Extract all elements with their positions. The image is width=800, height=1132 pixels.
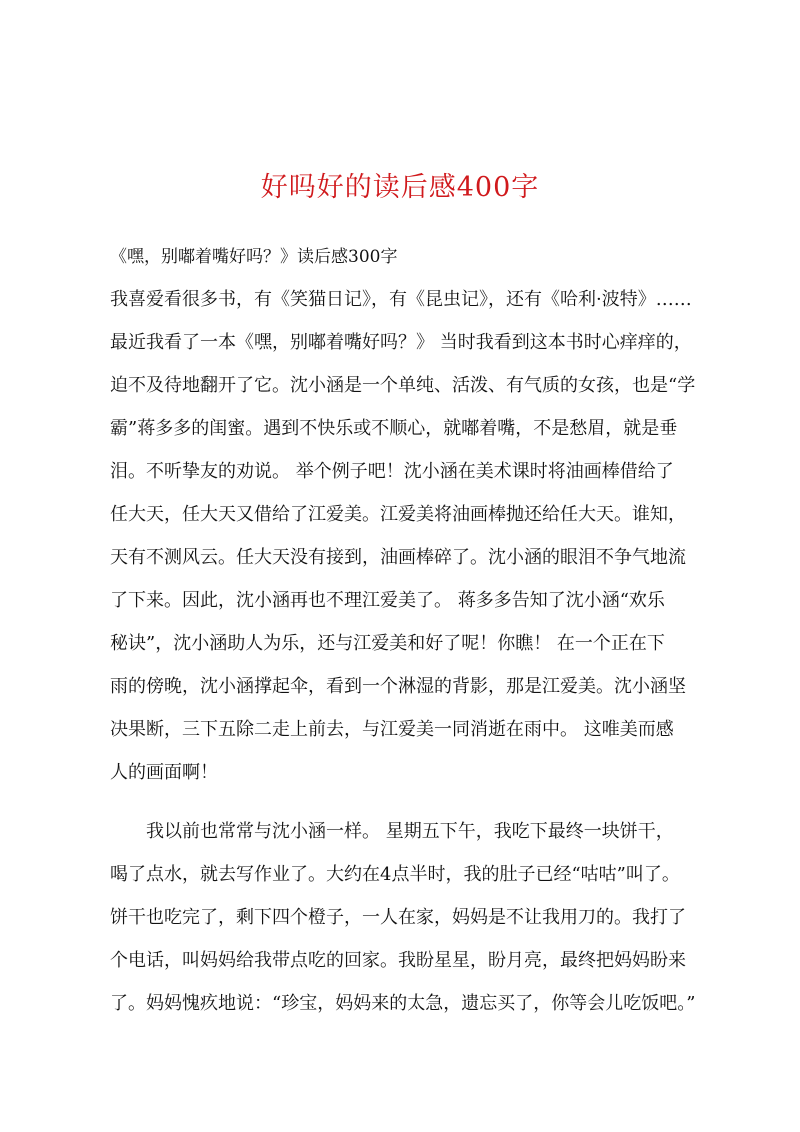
body-line: 我以前也常常与沈小涵一样。 星期五下午，我吃下最终一块饼干， (110, 821, 674, 842)
body-line: 饼干也吃完了，剩下四个橙子，一人在家，妈妈是不让我用刀的。我打了 (110, 907, 686, 928)
body-line: 泪。不听挚友的劝说。 举个例子吧！沈小涵在美术课时将油画棒借给了 (110, 461, 674, 482)
document-subtitle: 《嘿，别嘟着嘴好吗？》读后感300字 (110, 247, 398, 267)
body-line: 最近我看了一本《嘿，别嘟着嘴好吗？》 当时我看到这本书时心痒痒的， (110, 332, 692, 353)
body-line: 个电话，叫妈妈给我带点吃的回家。我盼星星，盼月亮，最终把妈妈盼来 (110, 950, 686, 971)
body-line: 秘诀”，沈小涵助人为乐，还与江爱美和好了呢！你瞧！ 在一个正在下 (110, 633, 665, 654)
body-line: 我喜爱看很多书，有《笑猫日记》，有《昆虫记》，还有《哈利·波特》…… (110, 289, 692, 310)
body-line: 任大天，任大天又借给了江爱美。江爱美将油画棒抛还给任大天。谁知， (110, 504, 686, 525)
body-line: 天有不测风云。任大天没有接到，油画棒碎了。沈小涵的眼泪不争气地流 (110, 547, 686, 568)
body-line: 迫不及待地翻开了它。沈小涵是一个单纯、活泼、有气质的女孩，也是“学 (110, 375, 696, 396)
body-line: 人的画面啊！ (110, 762, 218, 783)
body-line: 了下来。因此，沈小涵再也不理江爱美了。 蒋多多告知了沈小涵“欢乐 (110, 590, 665, 611)
body-line: 雨的傍晚，沈小涵撑起伞，看到一个淋湿的背影，那是江爱美。沈小涵坚 (110, 676, 686, 697)
body-line: 了。妈妈愧疚地说：“珍宝，妈妈来的太急，遗忘买了，你等会儿吃饭吧。” (110, 993, 696, 1014)
body-line: 决果断，三下五除二走上前去，与江爱美一同消逝在雨中。 这唯美而感 (110, 719, 674, 740)
document-title: 好吗好的读后感400字 (260, 172, 540, 203)
body-line: 喝了点水，就去写作业了。大约在4点半时，我的肚子已经“咕咕”叫了。 (110, 864, 680, 885)
body-line: 霸”蒋多多的闺蜜。遇到不快乐或不顺心，就嘟着嘴，不是愁眉，就是垂 (110, 418, 678, 439)
